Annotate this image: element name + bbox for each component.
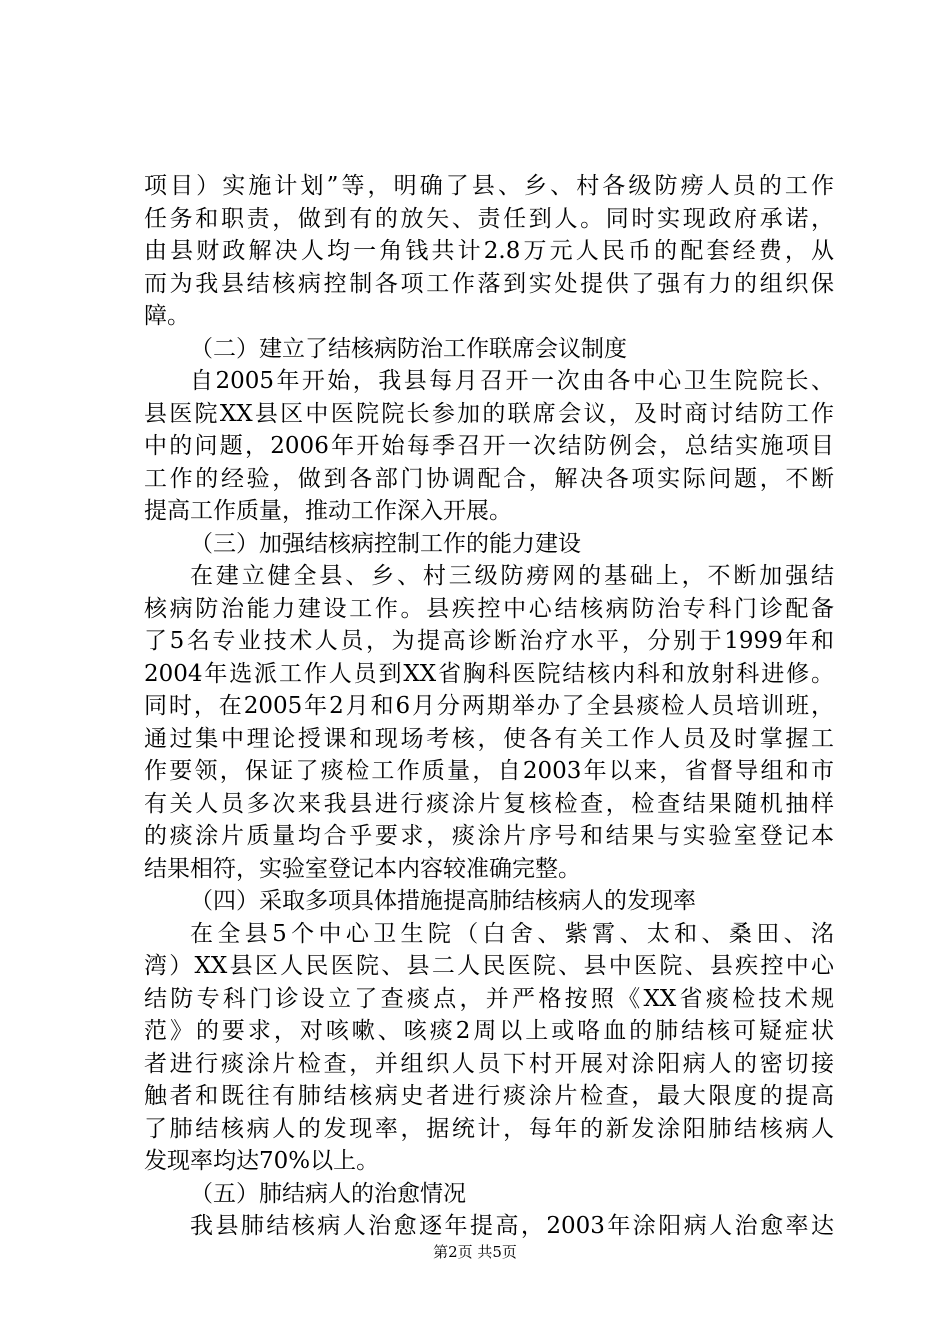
text-line: 同时，在2005年2月和6月分两期举办了全县痰检人员培训班， <box>144 693 834 719</box>
text-line: 通过集中理论授课和现场考核，使各有关工作人员及时掌握工 <box>144 725 834 752</box>
text-line: 中的问题，2006年开始每季召开一次结防例会，总结实施项目 <box>144 433 834 459</box>
document-body <box>144 170 834 1243</box>
text-line: 项目）实施计划”等，明确了县、乡、村各级防痨人员的工作 <box>144 173 834 199</box>
text-line: 县医院XX县区中医院院长参加的联席会议，及时商讨结防工作 <box>144 400 834 427</box>
text-line: 障。 <box>144 303 190 329</box>
section-heading: （四）采取多项具体措施提高肺结核病人的发现率 <box>190 888 696 914</box>
text-line: 的痰涂片质量均合乎要求，痰涂片序号和结果与实验室登记本 <box>144 823 834 849</box>
text-line: 者进行痰涂片检查，并组织人员下村开展对涂阳病人的密切接 <box>144 1050 834 1077</box>
text-line: 2004年选派工作人员到XX省胸科医院结核内科和放射科进修。 <box>144 660 834 687</box>
text-line: 了肺结核病人的发现率，据统计，每年的新发涂阳肺结核病人 <box>144 1115 834 1142</box>
text-line: 而为我县结核病控制各项工作落到实处提供了强有力的组织保 <box>144 270 834 297</box>
text-line: 我县肺结核病人治愈逐年提高，2003年涂阳病人治愈率达 <box>190 1213 834 1239</box>
text-line: 触者和既往有肺结核病史者进行痰涂片检查，最大限度的提高 <box>144 1083 834 1109</box>
text-line: 工作的经验，做到各部门协调配合，解决各项实际问题，不断 <box>144 465 834 492</box>
page-number: 第2页 共5页 <box>433 1243 517 1261</box>
text-line: 由县财政解决人均一角钱共计2.8万元人民币的配套经费，从 <box>144 238 834 264</box>
text-line: 有关人员多次来我县进行痰涂片复核检查，检查结果随机抽样 <box>144 790 834 817</box>
text-line: 在建立健全县、乡、村三级防痨网的基础上，不断加强结 <box>190 563 834 589</box>
text-line: 提高工作质量，推动工作深入开展。 <box>144 498 512 524</box>
text-line: 结防专科门诊设立了查痰点，并严格按照《XX省痰检技术规 <box>144 985 834 1012</box>
text-line: 湾）XX县区人民医院、县二人民医院、县中医院、县疾控中心 <box>144 953 834 979</box>
text-line: 结果相符，实验室登记本内容较准确完整。 <box>144 855 581 882</box>
text-line: 核病防治能力建设工作。县疾控中心结核病防治专科门诊配备 <box>144 595 834 622</box>
text-line: 在全县5个中心卫生院（白舍、紫霄、太和、桑田、洺 <box>190 920 834 947</box>
section-heading: （二）建立了结核病防治工作联席会议制度 <box>190 335 627 362</box>
section-heading: （五）肺结病人的治愈情况 <box>190 1180 466 1207</box>
text-line: 作要领，保证了痰检工作质量，自2003年以来，省督导组和市 <box>144 758 834 784</box>
text-line: 了5名专业技术人员，为提高诊断治疗水平，分别于1999年和 <box>144 628 834 654</box>
text-line: 任务和职责，做到有的放矢、责任到人。同时实现政府承诺， <box>144 205 834 232</box>
text-line: 自2005年开始，我县每月召开一次由各中心卫生院院长、 <box>190 368 834 394</box>
text-line: 范》的要求，对咳嗽、咳痰2周以上或咯血的肺结核可疑症状 <box>144 1018 834 1044</box>
section-heading: （三）加强结核病控制工作的能力建设 <box>190 530 581 557</box>
text-line: 发现率均达70%以上。 <box>144 1148 380 1174</box>
